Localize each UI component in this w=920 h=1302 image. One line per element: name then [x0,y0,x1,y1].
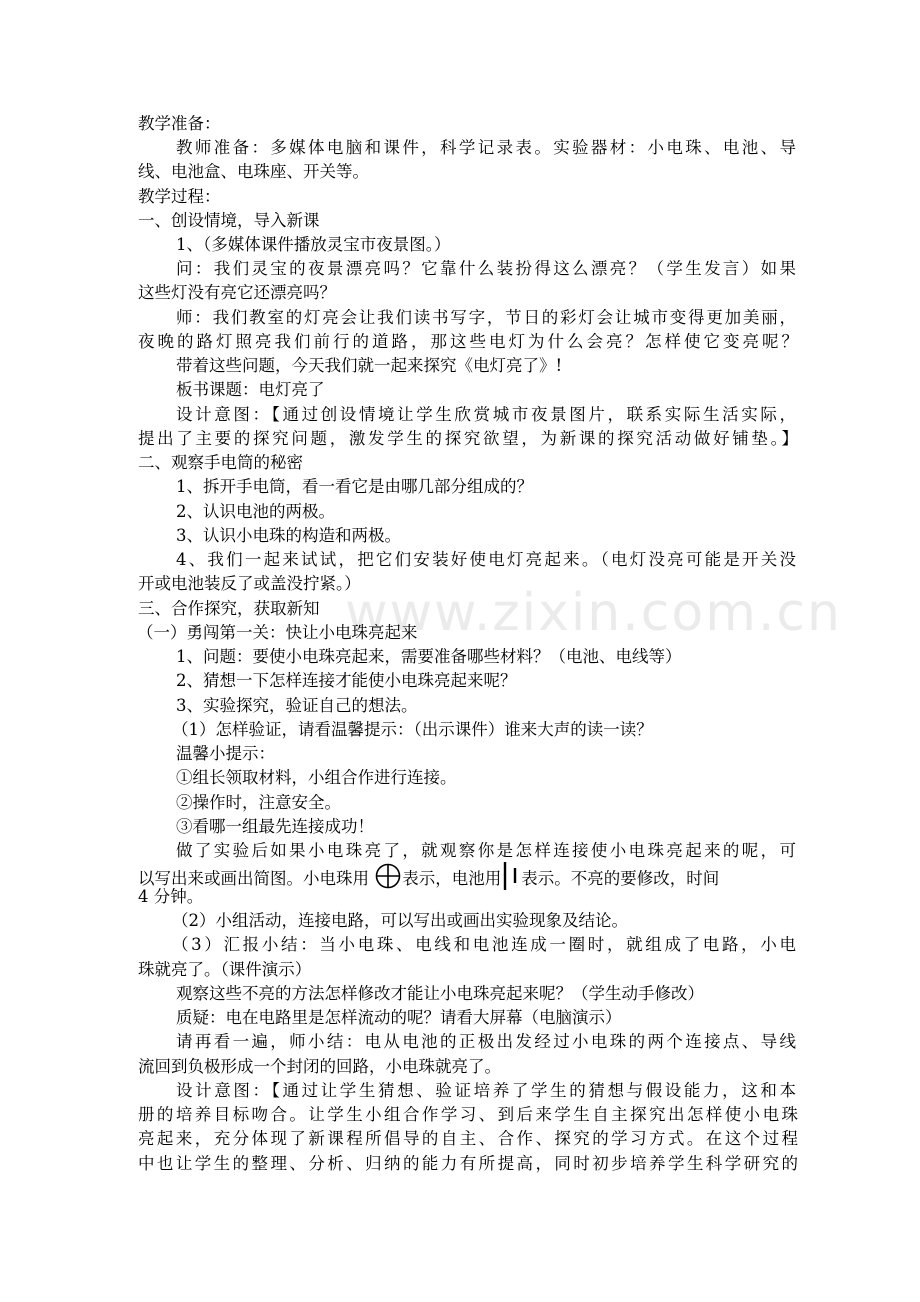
s3-paren-3-line-2: 珠就亮了。（课件演示） [138,960,312,979]
s3-summary-line-1: 请再看一遍，师小结：电从电池的正极出发经过小电珠的两个连接点、导线 [176,1032,796,1051]
s3-after-text-c: 表示。不亮的要修改，时间 [521,869,720,888]
s3-question: 质疑：电在电路里是怎样流动的呢？请看大屏幕（电脑演示） [176,1008,622,1027]
s2-item-1: 1、拆开手电筒，看一看它是由哪几部分组成的？ [176,477,533,496]
s3-design-line-3: 亮起来，充分体现了新课程所倡导的自主、合作、探究的学习方式。在这个过程 [138,1129,798,1148]
s2-item-4-line-1: 4、我们一起来试试，把它们安装好使电灯亮起来。（电灯没亮可能是开关没 [176,550,796,569]
s1-design-line-2: 提出了主要的探究问题，激发学生的探究欲望，为新课的探究活动做好铺垫。】 [138,429,798,448]
s1-teacher-line-1: 师：我们教室的灯亮会让我们读书写字，节日的彩灯会让城市变得更加美丽， [176,308,796,327]
s2-item-2: 2、认识电池的两极。 [176,502,335,521]
s3-tip-2: ②操作时，注意安全。 [176,793,341,812]
s3-item-2: 2、猜想一下怎样连接才能使小电珠亮起来呢？ [176,671,517,690]
s3-tip-3: ③看哪一组最先连接成功！ [176,817,374,836]
teacher-prep-line-2: 线、电池盒、电珠座、开关等。 [138,162,369,181]
s3-summary-line-2: 流回到负极形成一个封闭的回路，小电珠就亮了。 [138,1057,501,1076]
s1-paragraph-1: 1、（多媒体课件播放灵宝市夜景图。） [176,235,451,254]
s1-design-line-1: 设计意图：【通过创设情境让学生欣赏城市夜景图片，联系实际生活实际， [176,405,796,424]
s3-after-line-1: 做了实验后如果小电珠亮了，就观察你是怎样连接使小电珠亮起来的呢，可 [176,841,796,860]
s3-subtitle: （一）勇闯第一关：快让小电珠亮起来 [137,623,418,642]
s3-observe: 观察这些不亮的方法怎样修改才能让小电珠亮起来呢？（学生动手修改） [176,984,704,1003]
s3-paren-2: （2）小组活动，连接电路，可以写出或画出实验现象及结论。 [172,911,628,930]
s3-after-text-a: 以写出来或画出简图。小电珠用 [138,869,369,888]
s3-item-1: 1、问题：要使小电珠亮起来，需要准备哪些材料？（电池、电线等） [176,647,682,666]
s3-design-line-1: 设计意图：【通过让学生猜想、验证培养了学生的猜想与假设能力，这和本 [176,1081,796,1100]
s3-paren-3-line-1: （3）汇报小结：当小电珠、电线和电池连成一圈时，就组成了电路，小电 [172,935,796,954]
s3-item-3: 3、实验探究，验证自己的想法。 [176,696,418,715]
s1-question-line-1: 问：我们灵宝的夜景漂亮吗？它靠什么装扮得这么漂亮？（学生发言）如果 [176,259,796,278]
s2-item-4-line-2: 开或电池装反了或盖没拧紧。） [138,574,361,593]
s3-tips-heading: 温馨小提示： [176,744,275,763]
teacher-prep-line-1: 教师准备：多媒体电脑和课件，科学记录表。实验器材：小电珠、电池、导 [176,138,796,157]
s3-after-text-b: 表示，电池用 [402,869,502,888]
s3-design-line-4: 中也让学生的整理、分析、归纳的能力有所提高，同时初步培养学生科学研究的 [138,1154,798,1173]
watermark: www.zixin.com.cn [345,583,842,643]
s3-tip-1: ①组长领取材料，小组合作进行连接。 [176,768,457,787]
section-2-title: 二、观察手电筒的秘密 [138,453,303,472]
s2-item-3: 3、认识小电珠的构造和两极。 [176,526,401,545]
s3-paren-1: （1）怎样验证，请看温馨提示：（出示课件）谁来大声的读一读？ [172,720,653,739]
s3-design-line-2: 册的培养目标吻合。让学生小组合作学习、到后来学生自主探究出怎样使小电珠 [138,1105,798,1124]
section-3-title: 三、合作探究，获取新知 [138,599,320,618]
s1-teacher-line-2: 夜晚的路灯照亮我们前行的道路，那这些电灯为什么会亮？怎样使它变亮呢？ [138,332,798,351]
prep-heading: 教学准备： [138,114,221,133]
s3-after-line-3: 4 分钟。 [138,887,204,906]
section-1-title: 一、创设情境，导入新课 [138,211,320,230]
s1-question-line-2: 这些灯没有亮它还漂亮吗？ [138,283,336,302]
s1-board-title: 板书课题：电灯亮了 [176,380,325,399]
process-heading: 教学过程： [138,187,221,206]
s1-bring: 带着这些问题，今天我们就一起来探究《电灯亮了》! [176,356,563,375]
